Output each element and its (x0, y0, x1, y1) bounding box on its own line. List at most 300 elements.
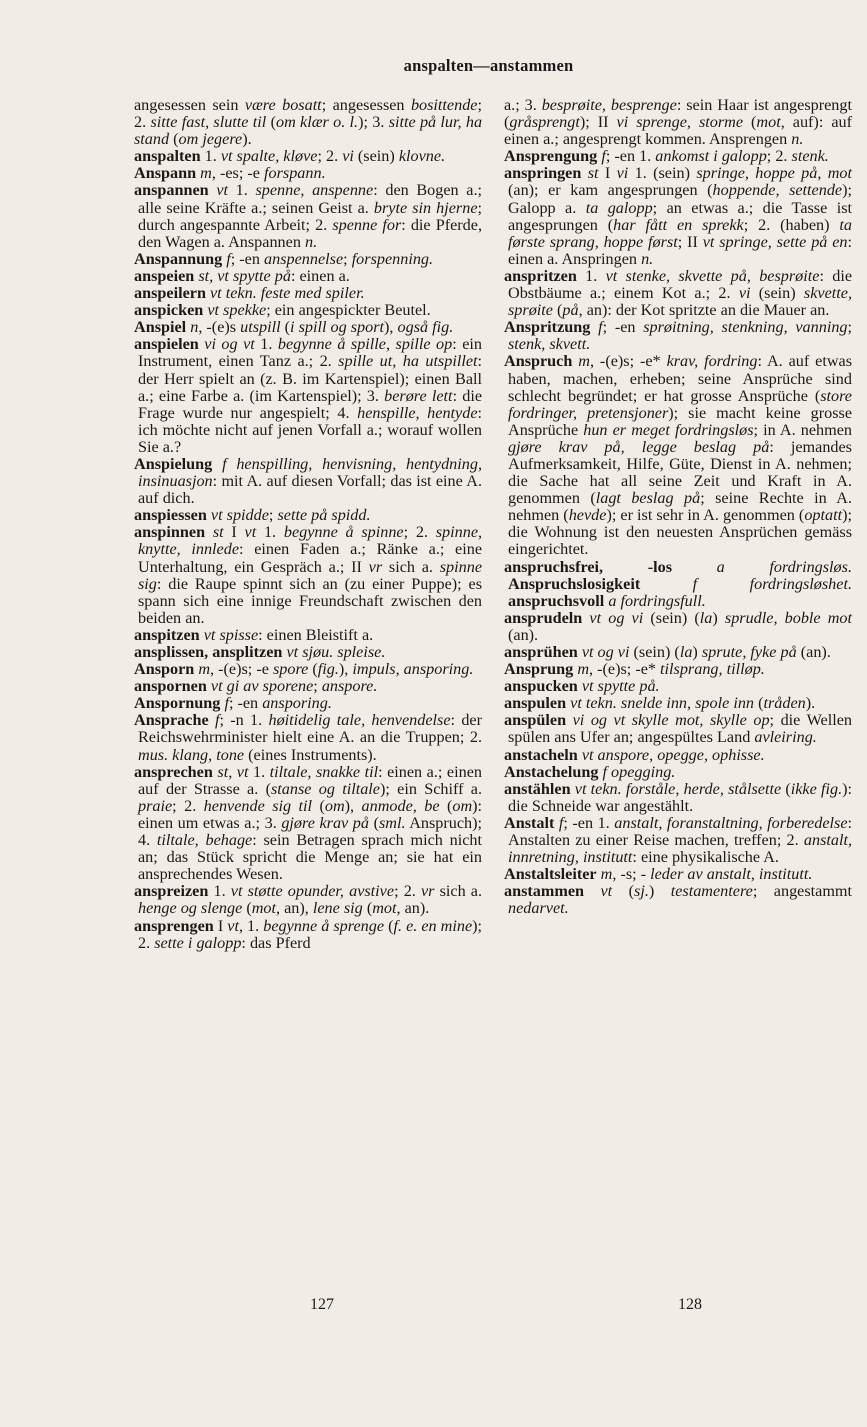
entry-translation: vt spalte, kløve (220, 147, 318, 166)
entry-translation: mot (756, 113, 781, 132)
entry-text (205, 523, 213, 541)
entry-text: ), (338, 660, 353, 679)
entry-text: : sein Haar ist angesprengt ( (504, 96, 852, 132)
entry-text: angesessen sein (134, 96, 245, 114)
entry-text: ( (439, 796, 453, 815)
entry-text: ( (552, 301, 563, 320)
entry-text: 1. (228, 181, 256, 200)
entry-translation: m (200, 164, 212, 183)
entry-text: ) (692, 643, 702, 661)
entry-translation: gjøre krav på, legge beslag på (508, 437, 770, 456)
entry-text: , an). (396, 899, 430, 918)
entry-translation: om jegere (178, 130, 243, 149)
entry-headword: anspülen (504, 711, 567, 730)
entry-text: , -(e)s; -e (210, 660, 273, 679)
entry-text: ; -en (228, 694, 263, 713)
entry-text: : den Bogen a.; alle seine Kräfte a.; seinen Geist a. (138, 181, 482, 217)
dictionary-entry (504, 781, 852, 815)
entry-text: : der Herr spielt an (z. B. im Kartenspiel); einen Ball a.; eine Farbe a. (im Kartenspiel); 3. (138, 352, 483, 405)
entry-translation: berøre lett (384, 386, 453, 405)
entry-text: ; 2. (317, 147, 343, 166)
entry-translation: vt og vi (589, 608, 644, 627)
entry-translation: st, vt (217, 762, 249, 781)
entry-translation: f henspilling, henvisning, hentydning, insinuasjon (138, 454, 483, 491)
entry-translation: sette i galopp (154, 933, 242, 952)
dictionary-entry (134, 507, 482, 524)
dictionary-entry (134, 627, 482, 644)
entry-text: : das Pferd (241, 933, 311, 952)
dictionary-entry (134, 165, 482, 182)
entry-translation: n. (304, 232, 318, 251)
entry-text (212, 455, 222, 473)
entry-text: ); die Wohnung ist den neuesten Ansprüchen gemäss eingerichtet. (508, 506, 852, 559)
entry-translation: testamentere (670, 882, 753, 901)
entry-translation: sml. (378, 813, 406, 832)
entry-translation: skvette, sprøite (508, 284, 852, 320)
entry-headword: Anspannung (134, 249, 223, 268)
entry-text: (an); er kam angesprungen ( (508, 181, 713, 200)
entry-translation: vt tekn. forstålе, herde, stålsette (574, 779, 782, 798)
entry-translation: spenne for (332, 215, 402, 234)
entry-translation: stenk, skvett. (508, 335, 591, 354)
entry-translation: har fått en sprekk (613, 215, 744, 234)
entry-translation: vt støtte opunder, avstive (230, 882, 395, 901)
entry-translation: f (214, 711, 220, 730)
entry-translation: st (212, 523, 224, 542)
entry-text: ; II (677, 232, 703, 251)
entry-translation: hun er meget fordringsløs (583, 420, 754, 439)
entry-subheadword: anspruchsvoll (508, 591, 605, 610)
entry-text: , -(e)s; -e* (589, 352, 667, 371)
entry-headword: anspitzen (134, 625, 200, 644)
entry-headword: anspannen (134, 181, 209, 200)
entry-translation: stenk. (791, 147, 829, 166)
entry-translation: st, vt spytte på (198, 266, 291, 285)
entry-translation: gråsprengt (509, 113, 580, 132)
entry-translation: mot (251, 899, 277, 918)
dictionary-entry (504, 764, 852, 781)
entry-translation: vi (738, 284, 751, 303)
entry-headword: anstacheln (504, 745, 578, 764)
entry-translation: begynne å sprenge (263, 916, 385, 935)
entry-text: ; durch angespannte Arbeit; 2. (138, 198, 482, 234)
entry-translation: f opegging. (602, 762, 676, 781)
entry-headword: anspringen (504, 164, 582, 183)
entry-text: : der Reichswehrminister hielt eine A. an die Truppen; 2. (138, 711, 482, 747)
entry-translation: også fig. (397, 318, 454, 337)
entry-headword: anspreizen (134, 882, 209, 901)
entry-text: ); Galopp a. (508, 181, 852, 217)
entry-headword: Anspornung (134, 694, 221, 713)
entry-translation: klovne. (398, 147, 446, 166)
entry-translation: vt sjøu. spleise. (286, 643, 386, 661)
entry-translation: anspore. (321, 677, 378, 696)
entry-text: ( (169, 130, 179, 149)
entry-translation: henspille, hentyde (357, 403, 478, 422)
entry-text: (sein) ( (643, 608, 700, 627)
entry-headword: anspicken (134, 301, 204, 320)
entry-headword: Ansprengung (504, 147, 598, 166)
entry-translation: tiltale, snakke til (269, 762, 379, 781)
entry-translation: store fordringer, pretensjoner (508, 386, 852, 422)
entry-text: a.; 3. (504, 96, 542, 114)
entry-headword: Anstaltsleiter (504, 865, 597, 884)
entry-translation: f (224, 694, 229, 713)
dictionary-entry (504, 712, 852, 746)
entry-headword: anspruchsfrei, -los (504, 557, 673, 576)
entry-headword: anstählen (504, 779, 571, 798)
entry-text: ); 3. (358, 113, 389, 132)
entry-text: ; -en 1. (605, 147, 656, 166)
entry-translation: bryte sin hjerne (373, 198, 478, 217)
entry-translation: tilsprang, tilløp. (660, 660, 765, 679)
entry-translation: m (578, 352, 590, 371)
entry-headword: Anspiel (134, 318, 187, 337)
entry-text: 1. (208, 882, 231, 901)
entry-translation: besprøite, besprenge (541, 96, 677, 114)
dictionary-entry (134, 524, 482, 627)
entry-translation: spille ut, ha utspillet (338, 352, 478, 371)
entry-text: : mit A. auf diesen Vorfall; das ist eine A. auf dich. (138, 472, 482, 508)
entry-text: : die Pferde, den Wagen a. Anspannen (138, 215, 482, 251)
entry-translation: sprøitning, stenkning, vanning (643, 318, 848, 337)
page-number-left: 127 (310, 1296, 334, 1313)
entry-translation: vt tekn. feste med spiler. (210, 284, 365, 303)
entry-text (672, 558, 717, 576)
entry-translation: anstalt, foranstaltning, forberedelse (614, 813, 848, 832)
entry-translation: vt springe, sette på en (702, 232, 848, 251)
entry-translation: hevde (568, 506, 607, 525)
entry-text: ): einen um etwas a.; 3. (138, 796, 483, 832)
entry-translation: vi (616, 164, 629, 183)
entry-text: ( (266, 113, 276, 132)
entry-translation: anmode, be (361, 796, 440, 815)
dictionary-entry (134, 268, 482, 285)
entry-text: ; -n 1. (219, 711, 269, 730)
entry-text: ( (280, 318, 291, 337)
entry-translation: a fordringsløs. (716, 557, 852, 576)
entry-translation: vr (368, 557, 383, 576)
entry-headword: anspiessen (134, 506, 207, 525)
entry-translation: mus. klang, tone (138, 745, 245, 764)
entry-translation: begynne å spinne (283, 523, 404, 542)
dictionary-entry (134, 918, 482, 952)
entry-text: ( (612, 882, 635, 901)
dictionary-entry (504, 353, 852, 558)
entry-text: ); ein Schiff a. (379, 779, 482, 798)
entry-text: ; angestammt (752, 882, 853, 901)
entry-headword: ansprengen (134, 916, 214, 935)
entry-text (590, 318, 598, 336)
entry-translation: la (699, 608, 713, 627)
entry-translation: sette på spidd. (277, 506, 371, 525)
entry-translation: vt stenke, skvette på, besprøite (605, 266, 820, 285)
entry-translation: sprudle, boble mot (724, 608, 853, 627)
entry-text: : ein Instrument, einen Tanz a.; 2. (138, 335, 483, 371)
running-header (0, 56, 867, 76)
entry-translation: n. (791, 130, 804, 149)
entry-text: ; (847, 318, 853, 337)
dictionary-entry (504, 559, 852, 610)
entry-translation: f (601, 147, 606, 166)
entry-text: sich a. (434, 882, 483, 901)
entry-text: ( (308, 660, 318, 679)
entry-translation: henge og slenge (138, 899, 243, 918)
entry-translation: vt gi av sporene (210, 677, 314, 696)
dictionary-entry (134, 285, 482, 302)
dictionary-entry (504, 661, 852, 678)
entry-headword: anspucken (504, 677, 578, 696)
entry-text: : ich möchte nicht auf jenen Vorfall a.; worauf wollen Sie a.? (138, 403, 483, 456)
entry-translation: fig. (317, 660, 339, 679)
entry-text: ( (743, 113, 757, 132)
dictionary-entry (504, 97, 852, 148)
entry-text: ( (384, 916, 394, 935)
entry-text: : die Obstbäume a.; einem Kot a.; 2. (508, 266, 853, 303)
entry-translation: vt spytte på. (581, 677, 660, 696)
entry-translation: f. e. en mine (393, 916, 473, 935)
entry-text: Anspruch); 4. (138, 813, 483, 850)
entry-translation: om klær o. l. (275, 113, 359, 132)
entry-headword: anspinnen (134, 523, 206, 542)
entry-text: (sein) (750, 284, 804, 303)
entry-text: 1. (254, 335, 278, 354)
page-number-right: 128 (678, 1296, 702, 1313)
entry-translation: spinne, knytte, innlede (138, 523, 483, 559)
entry-text: : Anstalten zu einer Reise machen, treffen; 2. (508, 813, 852, 850)
entry-translation: gjøre krav på (281, 813, 369, 832)
right-column (504, 97, 852, 918)
entry-text: , an), (276, 899, 313, 918)
entry-translation: f fordringsløshet. (692, 574, 852, 593)
entry-translation: nedarvet. (508, 899, 569, 918)
dictionary-entry (134, 883, 482, 917)
header-title: anspalten—anstammen (403, 56, 574, 75)
entry-text (584, 882, 600, 900)
entry-translation: ta første sprang, hoppe først (508, 215, 852, 251)
entry-translation: sitte på lur, ha stand (134, 113, 483, 149)
entry-text: ). (805, 694, 816, 713)
dictionary-entry (504, 678, 852, 695)
dictionary-entry (134, 251, 482, 268)
entry-translation: impuls, ansporing. (352, 660, 474, 679)
entry-text: ; (268, 506, 278, 525)
entry-text: ) (712, 608, 725, 627)
dictionary-entry (134, 678, 482, 695)
entry-text: ); 2. (138, 916, 483, 952)
entry-translation: i spill og sport (290, 318, 385, 337)
entry-text: ; in A. nehmen (753, 420, 852, 439)
entry-text: ( (369, 813, 379, 832)
entry-translation: n (190, 318, 199, 337)
dictionary-entry (134, 97, 482, 148)
entry-text: , -s; - (612, 865, 651, 884)
entry-text: : einen a. (290, 266, 350, 285)
entry-headword: ansprechen (134, 762, 213, 781)
dictionary-entry (504, 268, 852, 319)
entry-translation: forspenning. (351, 249, 434, 268)
entry-translation: vt tekn. snelde inn, spole inn (570, 694, 755, 713)
entry-translation: om (324, 796, 345, 815)
entry-text: ; -en 1. (563, 813, 615, 832)
entry-translation: vt (244, 523, 257, 542)
entry-translation: om (452, 796, 473, 815)
entry-translation: m (577, 660, 590, 679)
entry-headword: Ansprung (504, 660, 574, 679)
entry-translation: krav, fordring (666, 352, 758, 371)
entry-translation: på (562, 301, 579, 320)
entry-translation: lagt beslag på (595, 489, 701, 508)
entry-translation: utspill (240, 318, 281, 337)
entry-translation: stanse og tiltale (270, 779, 380, 798)
entry-translation: lene sig (312, 899, 363, 918)
entry-text: ; angesessen (321, 96, 411, 114)
entry-text: ( (362, 899, 373, 918)
entry-headword: Anstalt (504, 813, 555, 832)
entry-translation: vt spisse (203, 625, 259, 644)
dictionary-entry (134, 148, 482, 165)
entry-text: ; 2. (haben) (743, 215, 840, 234)
entry-text: , an): der Kot spritzte an die Mauer an. (578, 301, 830, 320)
entry-text: ; ein angespickter Beutel. (266, 301, 431, 320)
entry-translation: vi og vt (204, 335, 255, 354)
entry-translation: vt spekke (207, 301, 267, 320)
entry-text: (an). (508, 625, 539, 644)
entry-translation: vi sprenge, storme (616, 113, 744, 132)
entry-text: : jemandes Aufmerksamkeit, Hilfe, Güte, Dienst in A. nehmen; die Sache hat all seine Zeit und Kraft in A. genommen ( (508, 437, 852, 508)
entry-translation: vt og vi (581, 643, 630, 661)
entry-text: 1. (256, 523, 284, 542)
entry-headword: Ansporn (134, 660, 195, 679)
entry-text: , auf): auf einen a.; angesprengt kommen. Ansprengen (504, 113, 852, 149)
entry-text: : eine physikalische A. (632, 848, 779, 867)
entry-text: ; -en (230, 249, 265, 268)
dictionary-entry (134, 661, 482, 678)
entry-text: 1. (248, 762, 270, 781)
entry-translation: ansporing. (262, 694, 332, 713)
entry-text: : A. auf etwas haben, machen, erheben; seine Ansprüche sind schlecht begründet; er hat grosse Ansprüche ( (508, 352, 852, 405)
entry-headword: Ansprache (134, 711, 209, 730)
entry-text: ) (648, 882, 671, 901)
entry-translation: f (226, 249, 231, 268)
dictionary-entry (134, 319, 482, 336)
entry-headword: ansprühen (504, 643, 578, 661)
entry-translation: vt (227, 916, 239, 935)
entry-headword: anspeien (134, 266, 195, 285)
entry-text: : die Frage wurde nur angespielt; 4. (138, 386, 483, 422)
entry-text: ; die Wellen spülen ans Ufer an; angespültes Land (508, 711, 853, 747)
entry-translation: vt anspore, opegge, ophisse. (581, 745, 765, 764)
entry-text: ); er ist sehr in A. genommen ( (606, 506, 805, 525)
entry-translation: spore (272, 660, 309, 679)
entry-text: ); II (579, 113, 617, 132)
entry-text: , -(e)s; -e* (589, 660, 661, 679)
dictionary-entry (504, 610, 852, 644)
entry-translation: ta galopp (585, 198, 653, 217)
entry-headword: anspeilern (134, 284, 206, 303)
entry-translation: n. (641, 249, 654, 268)
dictionary-entry (134, 695, 482, 712)
entry-translation: anstalt, innretning, institutt (508, 831, 852, 867)
dictionary-entry (134, 336, 482, 456)
dictionary-entry (504, 644, 852, 661)
entry-text: ( (242, 899, 252, 918)
entry-headword: anspulen (504, 694, 567, 713)
dictionary-entry (504, 165, 852, 268)
entry-translation: a fordringsfull. (608, 591, 706, 610)
entry-subheadword: Anspruchslosigkeit (508, 574, 641, 593)
dictionary-entry (504, 866, 852, 883)
entry-translation: vi og vt skylle mot, skylle op (572, 711, 770, 730)
entry-text: I (223, 523, 245, 542)
entry-translation: springe, hoppe på, mot (696, 164, 853, 183)
entry-translation: avleiring. (754, 728, 817, 747)
entry-headword: anspielen (134, 335, 199, 354)
entry-text: ( (781, 779, 791, 798)
entry-translation: spenne, anspenne (255, 181, 374, 200)
entry-translation: forspann. (264, 164, 326, 183)
entry-text (640, 575, 692, 593)
entry-text: (sein) (353, 147, 399, 166)
dictionary-entry (504, 695, 852, 712)
entry-text: ), (384, 318, 398, 337)
entry-text: : einen Faden a.; Ränke a.; eine Unterhaltung, ein Gespräch a.; II (138, 540, 483, 576)
dictionary-entry (504, 319, 852, 353)
dictionary-entry (504, 148, 852, 165)
entry-translation: ikke fig. (790, 779, 843, 798)
entry-text: ), (344, 796, 362, 815)
entry-translation: bosittende (410, 96, 478, 114)
dictionary-entry (134, 182, 482, 250)
entry-translation: mot (372, 899, 397, 918)
entry-text: I (598, 164, 617, 183)
entry-headword: Anspritzung (504, 318, 591, 337)
entry-text: ; 2. (134, 96, 482, 132)
entry-translation: tråden (763, 694, 806, 713)
entry-headword: Anspielung (134, 454, 213, 473)
entry-translation: praie (138, 796, 173, 815)
entry-translation: m (198, 660, 211, 679)
entry-text: : einen a.; einen auf der Strasse a. ( (138, 762, 482, 798)
dictionary-entry (134, 764, 482, 884)
entry-translation: vt (600, 882, 613, 901)
entry-translation: vr (420, 882, 435, 901)
entry-text: ; (313, 677, 322, 696)
entry-text: ; -en (602, 318, 644, 337)
entry-translation: st (587, 164, 599, 183)
entry-headword: Anstachelung (504, 762, 599, 781)
entry-translation: vt spidde (210, 506, 269, 525)
entry-text: , -(e)s (198, 318, 241, 337)
entry-text: ; 2. (766, 147, 792, 166)
entry-translation: m (600, 865, 613, 884)
entry-text: , 1. (238, 916, 264, 935)
entry-text: ; seine Rechte in A. nehmen ( (508, 489, 852, 525)
entry-text: ; 2. (172, 796, 204, 815)
entry-text: ; 2. (394, 882, 421, 901)
dictionary-entry (134, 644, 482, 661)
entry-text: (sein) ( (629, 643, 680, 661)
entry-headword: anstammen (504, 882, 585, 901)
entry-text: , -es; -e (211, 164, 264, 183)
entry-translation: vi (342, 147, 354, 166)
entry-text: ). (242, 130, 252, 149)
entry-text: ( (754, 694, 764, 713)
entry-text: (an). (796, 643, 831, 661)
entry-translation: anspennelse (264, 249, 344, 268)
dictionary-entry (504, 747, 852, 764)
entry-translation: f (558, 813, 564, 832)
